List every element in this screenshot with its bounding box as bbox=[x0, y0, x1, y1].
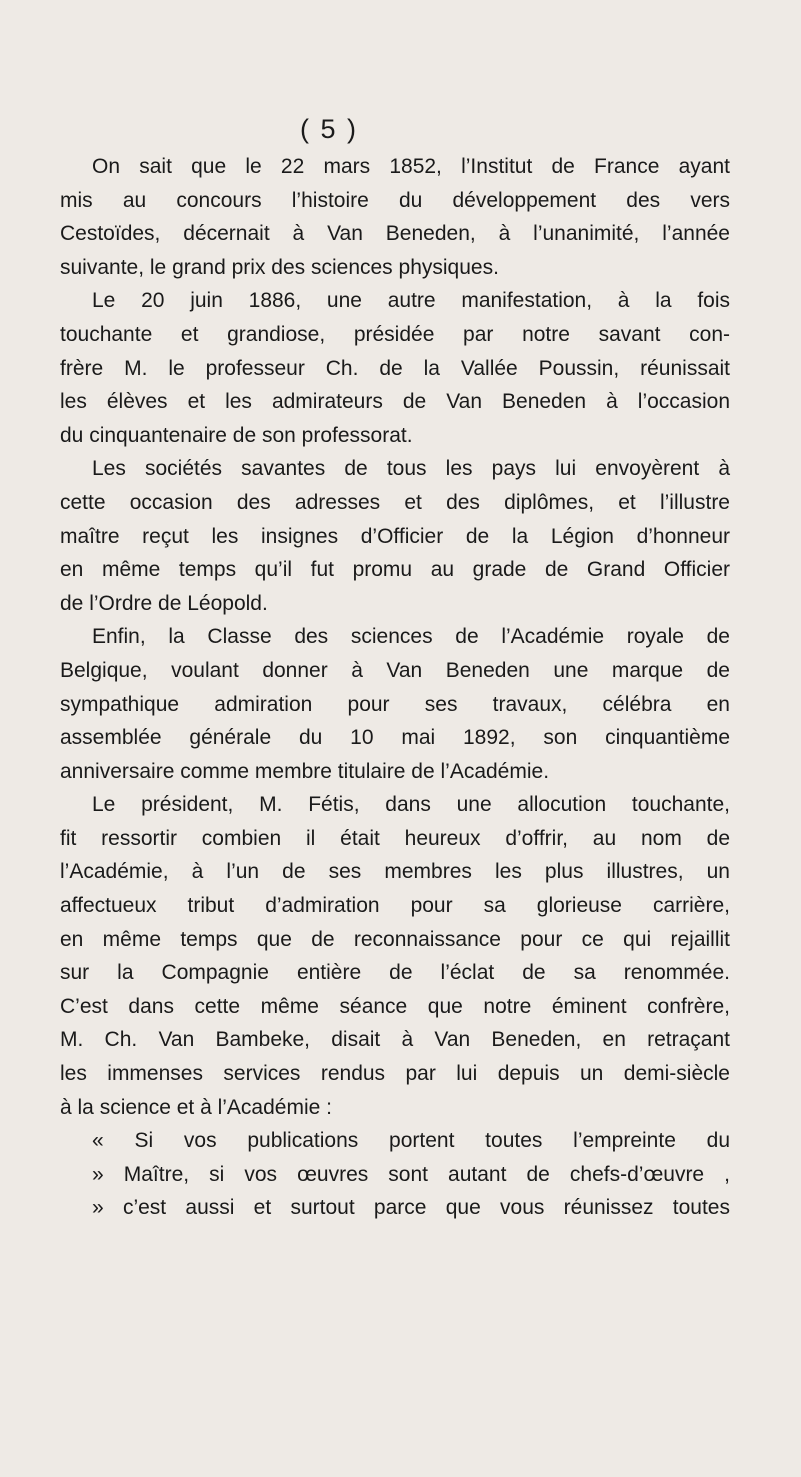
text-line: en même temps qu’il fut promu au grade de Grand Officier bbox=[60, 558, 730, 582]
text-line: frère M. le professeur Ch. de la Vallée Poussin, réunissait bbox=[60, 356, 730, 380]
text-line: suivante, le grand prix des sciences physiques. bbox=[60, 255, 499, 279]
quote-line: « Si vos publications portent toutes l’empreinte du bbox=[92, 1129, 730, 1153]
text-line: les immenses services rendus par lui depuis un demi-siècle bbox=[60, 1062, 730, 1086]
text-line: sympathique admiration pour ses travaux, célébra en bbox=[60, 692, 730, 716]
text-line: à la science et à l’Académie : bbox=[60, 1095, 332, 1119]
text-line: mis au concours l’histoire du développement des vers bbox=[60, 188, 730, 212]
text-line: M. Ch. Van Bambeke, disait à Van Beneden, en retraçant bbox=[60, 1028, 730, 1052]
text-line: affectueux tribut d’admiration pour sa glorieuse carrière, bbox=[60, 894, 730, 918]
text-line: C’est dans cette même séance que notre éminent confrère, bbox=[60, 994, 730, 1018]
text-line: fit ressortir combien il était heureux d’offrir, au nom de bbox=[60, 826, 730, 850]
text-line: en même temps que de reconnaissance pour ce qui rejaillit bbox=[60, 927, 730, 951]
text-line: l’Académie, à l’un de ses membres les plus illustres, un bbox=[60, 860, 730, 884]
text-line: Cestoïdes, décernait à Van Beneden, à l’unanimité, l’année bbox=[60, 222, 730, 246]
text-line: touchante et grandiose, présidée par notre savant con- bbox=[60, 322, 730, 346]
text-line: cette occasion des adresses et des diplômes, et l’illustre bbox=[60, 490, 730, 514]
quote-line: » c’est aussi et surtout parce que vous réunissez toutes bbox=[92, 1196, 730, 1220]
text-line: anniversaire comme membre titulaire de l’Académie. bbox=[60, 759, 550, 783]
text-line: Le président, M. Fétis, dans une allocution touchante, bbox=[92, 793, 730, 817]
text-line: les élèves et les admirateurs de Van Beneden à l’occasion bbox=[60, 390, 730, 414]
text-line: Le 20 juin 1886, une autre manifestation, à la fois bbox=[92, 289, 730, 313]
text-line: de l’Ordre de Léopold. bbox=[60, 591, 268, 615]
text-line: assemblée générale du 10 mai 1892, son cinquantième bbox=[60, 726, 730, 750]
body-text bbox=[60, 150, 730, 1225]
text-line: du cinquantenaire de son professorat. bbox=[60, 423, 413, 447]
text-line: sur la Compagnie entière de l’éclat de sa renommée. bbox=[60, 961, 730, 985]
text-line: On sait que le 22 mars 1852, l’Institut de France ayant bbox=[92, 155, 730, 178]
text-line: maître reçut les insignes d’Officier de la Légion d’honneur bbox=[60, 524, 730, 548]
page-number: ( 5 ) bbox=[300, 114, 359, 144]
text-line: Enfin, la Classe des sciences de l’Académie royale de bbox=[92, 625, 730, 649]
quote-line: » Maître, si vos œuvres sont autant de chefs-d’œuvre , bbox=[92, 1162, 730, 1186]
text-line: Belgique, voulant donner à Van Beneden une marque de bbox=[60, 658, 730, 682]
text-line: Les sociétés savantes de tous les pays lui envoyèrent à bbox=[92, 457, 730, 481]
